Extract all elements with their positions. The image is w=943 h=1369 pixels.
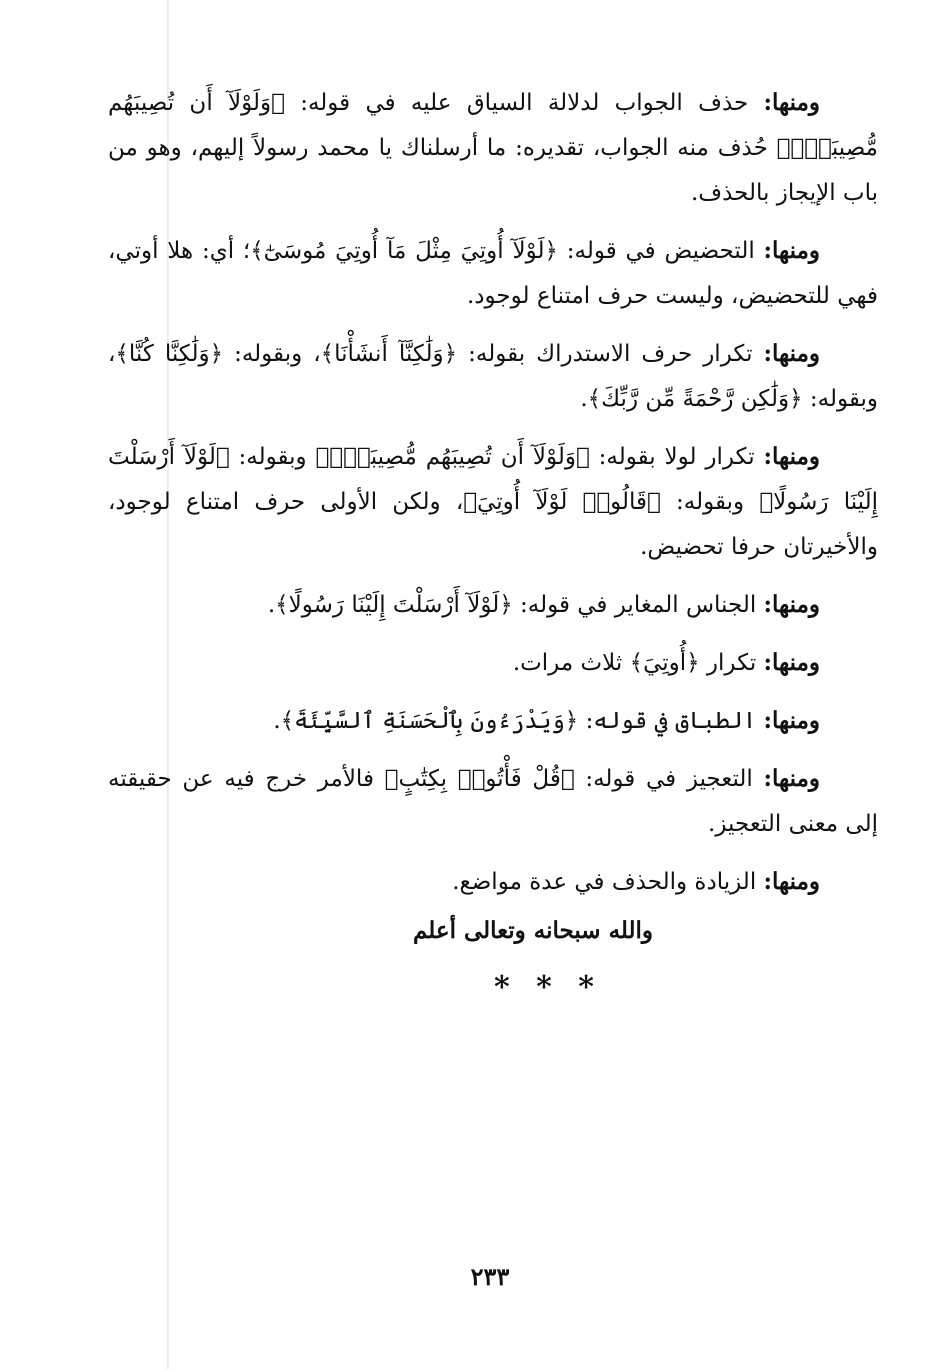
paragraph-addition-deletion bbox=[108, 859, 878, 905]
closing-formula: والله سبحانه وتعالى أعلم bbox=[412, 917, 654, 944]
paragraph-istidrak-repetition bbox=[108, 331, 878, 422]
paragraph-tibaq bbox=[108, 698, 878, 744]
paragraph-incitement bbox=[108, 228, 878, 319]
paragraph-text: الجناس المغاير في قوله: ﴿لَوْلَآ أَرْسَلْتَ إِلَيْنَا رَسُولًا﴾. bbox=[267, 592, 757, 618]
paragraph-text: الطباق في قوله: ﴿وَيَدْرَءُونَ بِٱلْحَسَنَةِ ٱلسَّيِّئَةَ﴾. bbox=[273, 708, 757, 734]
paragraph-text: حذف الجواب لدلالة السياق عليه في قوله: ﴿وَلَوْلَآ أَن تُصِيبَهُم مُّصِيبَةٌۢ﴾ حُذف منه الجواب، تقديره: ما أرسلناك يا محمد رسولاً إليهم، وهو من باب الإيجاز بالحذف. bbox=[108, 90, 878, 206]
paragraph-lead: ومنها: bbox=[763, 765, 820, 792]
paragraph-text: تكرار ﴿أُوتِيَ﴾ ثلاث مرات. bbox=[512, 650, 757, 676]
paragraph-lawla-repetition bbox=[108, 434, 878, 570]
paragraph-lead: ومنها: bbox=[763, 89, 821, 116]
paragraph-text: الزيادة والحذف في عدة مواضع. bbox=[452, 869, 757, 895]
paragraph-ellipsis bbox=[108, 80, 878, 216]
section-separator: * * * bbox=[494, 970, 602, 1005]
paragraph-tajiz bbox=[108, 756, 878, 847]
paragraph-lead: ومنها: bbox=[763, 868, 820, 895]
paragraph-lead: ومنها: bbox=[763, 340, 820, 367]
document-body bbox=[108, 80, 878, 1005]
paragraph-lead: ومنها: bbox=[763, 237, 821, 264]
paragraph-text: تكرار لولا بقوله: ﴿وَلَوْلَآ أَن تُصِيبَهُم مُّصِيبَةٌۢ﴾ وبقوله: ﴿لَوْلَآ أَرْسَلْتَ إِلَيْنَا رَسُولًا﴾ وبقوله: ﴿قَالُوا۟ لَوْلَآ أُوتِيَ﴾، ولكن الأولى حرف امتناع لوجود، والأخيرتان حرفا تحضيض. bbox=[108, 444, 878, 560]
paragraph-lead: ومنها: bbox=[763, 649, 820, 676]
paragraph-text: التعجيز في قوله: ﴿قُلْ فَأْتُوا۟ بِكِتَٰبٍ﴾ فالأمر خرج فيه عن حقيقته إلى معنى التعجيز. bbox=[108, 766, 878, 837]
paragraph-jinas bbox=[108, 582, 878, 628]
paragraph-lead: ومنها: bbox=[763, 591, 820, 618]
page-number: ٢٣٣ bbox=[470, 1262, 510, 1291]
paragraph-text: التحضيض في قوله: ﴿لَوْلَآ أُوتِيَ مِثْلَ مَآ أُوتِيَ مُوسَىٰٓ﴾؛ أي: هلا أوتي، فهي للتحضيض، وليست حرف امتناع لوجود. bbox=[108, 238, 878, 309]
paragraph-lead: ومنها: bbox=[763, 443, 821, 470]
paragraph-text: تكرار حرف الاستدراك بقوله: ﴿وَلَٰكِنَّآ أَنشَأْنَا﴾، وبقوله: ﴿وَلَٰكِنَّا كُنَّا﴾، وبقوله: ﴿وَلَٰكِن رَّحْمَةً مِّن رَّبِّكَ﴾. bbox=[108, 341, 878, 412]
paragraph-lead: ومنها: bbox=[763, 707, 820, 734]
paragraph-utiya-repetition bbox=[108, 640, 878, 686]
